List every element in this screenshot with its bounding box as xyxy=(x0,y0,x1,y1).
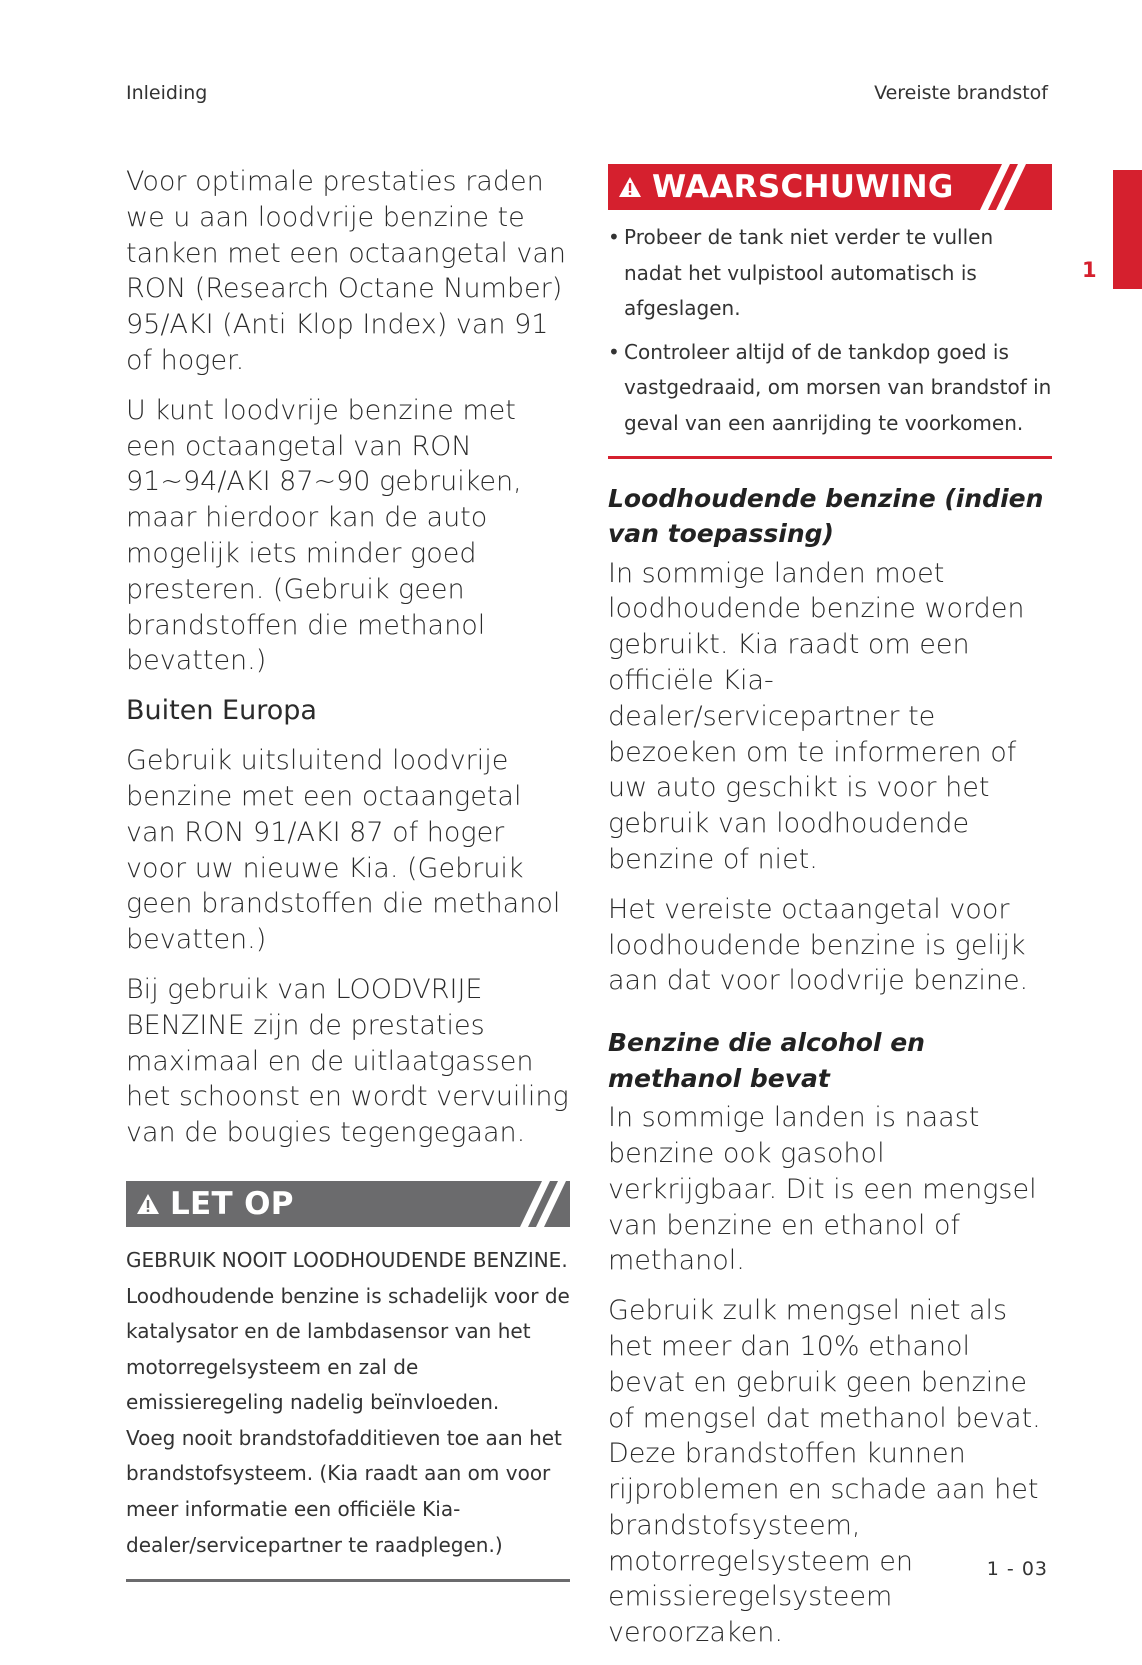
paragraph-leaded-countries: In sommige landen moet loodhoudende benzine worden gebruikt. Kia raadt om een officiële Kia-dealer/servicepartner te bezoeken om te informeren of uw auto geschikt is voor het gebruik van loodhoudende benzine of niet. xyxy=(608,557,1025,875)
section-heading-leaded: Loodhoudende benzine (indien van toepassing) xyxy=(608,483,1044,549)
running-header-topic: Vereiste brandstof xyxy=(874,82,1048,104)
warning-triangle-icon xyxy=(618,176,642,198)
caution-text-2: Voeg nooit brandstofadditieven toe aan het brandstofsysteem. (Kia raadt aan om voor meer informatie een officiële Kia-dealer/servicepartner te raadplegen.) xyxy=(126,1425,562,1557)
paragraph-ethanol-limit: Gebruik zulk mengsel niet als het meer dan 10% ethanol bevat en gebruik geen benzine of mengsel dat methanol bevat. Deze brandstoffen kunnen rijproblemen en schade aan het brandstofsysteem, motorregelsysteem en emissieregelsysteem veroorzaken. xyxy=(608,1295,1041,1649)
paragraph-leaded-octane: Het vereiste octaangetal voor loodhoudende benzine is gelijk aan dat voor loodvrije benzine. xyxy=(608,893,1029,997)
section-alcohol-fuel xyxy=(608,1025,1052,1651)
decorative-stripes-icon xyxy=(490,1181,570,1227)
right-column xyxy=(608,164,1052,1665)
page-number: 1 - 03 xyxy=(986,1558,1048,1580)
decorative-stripes-icon xyxy=(972,164,1052,210)
section-leaded-fuel xyxy=(608,481,1052,1000)
warning-bullet-text: Controleer altijd of de tankdop goed is vastgedraaid, om morsen van brandstof in geval van een aanrijding te voorkomen. xyxy=(624,339,1052,435)
bullet-dot: • xyxy=(608,225,620,249)
paragraph-unleaded-benefits: Bij gebruik van LOODVRIJE BENZINE zijn de prestaties maximaal en de uitlaatgassen het schoonst en wordt vervuiling van de bougies tegengegaan. xyxy=(126,973,569,1149)
warning-title-bar xyxy=(608,164,1052,210)
warning-bullet-text: Probeer de tank niet verder te vullen nadat het vulpistool automatisch is afgeslagen. xyxy=(624,225,994,321)
caution-box xyxy=(126,1181,570,1582)
warning-bullet xyxy=(608,335,1052,442)
paragraph-alternative-octane: U kunt loodvrije benzine met een octaangetal van RON 91~94/AKI 87~90 gebruiken, maar hierdoor kan de auto mogelijk iets minder goed presteren. (Gebruik geen brandstoffen die methanol bevatten.) xyxy=(126,394,522,677)
warning-triangle-icon xyxy=(136,1193,160,1215)
chapter-number: 1 xyxy=(1082,258,1097,282)
paragraph-recommended-fuel: Voor optimale prestaties raden we u aan loodvrije benzine te tanken met een octaangetal van RON (Research Octane Number) 95/AKI (Anti Klop Index) van 91 of hoger. xyxy=(126,166,567,376)
caution-bottom-rule xyxy=(126,1579,570,1582)
left-column xyxy=(126,164,570,1582)
subheading-outside-europe: Buiten Europa xyxy=(126,695,317,727)
chapter-tab xyxy=(1113,170,1142,289)
warning-box xyxy=(608,164,1052,459)
caution-title: LET OP xyxy=(170,1185,294,1222)
bullet-dot: • xyxy=(608,339,620,364)
paragraph-outside-europe: Gebruik uitsluitend loodvrije benzine met een octaangetal van RON 91/AKI 87 of hoger voor uw nieuwe Kia. (Gebruik geen brandstoffen die methanol bevatten.) xyxy=(126,745,561,956)
warning-bullet xyxy=(608,220,1052,327)
caution-text-1: GEBRUIK NOOIT LOODHOUDENDE BENZINE. Loodhoudende benzine is schadelijk voor de katalysator en de lambdasensor van het motorregelsysteem en zal de emissieregeling nadelig beïnvloeden. xyxy=(126,1247,570,1415)
warning-title: WAARSCHUWING xyxy=(652,169,954,205)
paragraph-gasohol: In sommige landen is naast benzine ook gasohol verkrijgbaar. Dit is een mengsel van benzine en ethanol of methanol. xyxy=(608,1102,1037,1277)
warning-bottom-rule xyxy=(608,456,1052,459)
section-heading-alcohol: Benzine die alcohol en methanol bevat xyxy=(608,1028,925,1093)
running-header-section: Inleiding xyxy=(126,82,208,104)
caution-title-bar xyxy=(126,1181,570,1227)
